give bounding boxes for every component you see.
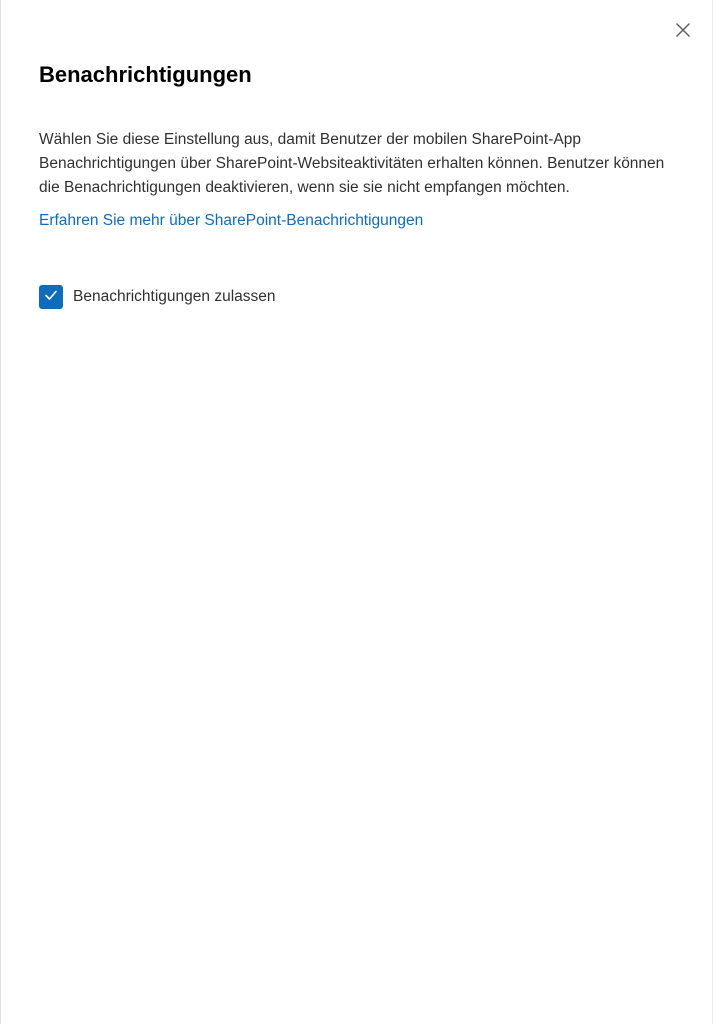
panel-title: Benachrichtigungen bbox=[39, 62, 252, 87]
learn-more-link[interactable]: Erfahren Sie mehr über SharePoint-Benachrichtigungen bbox=[39, 212, 424, 229]
checkmark-icon bbox=[44, 288, 58, 307]
allow-notifications-checkbox[interactable] bbox=[39, 285, 276, 309]
checkbox-box[interactable] bbox=[39, 285, 63, 309]
panel-description: Wählen Sie diese Einstellung aus, damit Benutzer der mobilen SharePoint-App Benachrichtigungen über SharePoint-Websiteaktivitäten erhalten können. Benutzer können die Benachrichtigungen deaktivieren, wenn sie sie nicht empfangen möchten. bbox=[39, 131, 665, 196]
close-button[interactable] bbox=[667, 14, 699, 46]
checkbox-label: Benachrichtigungen zulassen bbox=[73, 288, 276, 305]
close-icon bbox=[675, 22, 691, 38]
